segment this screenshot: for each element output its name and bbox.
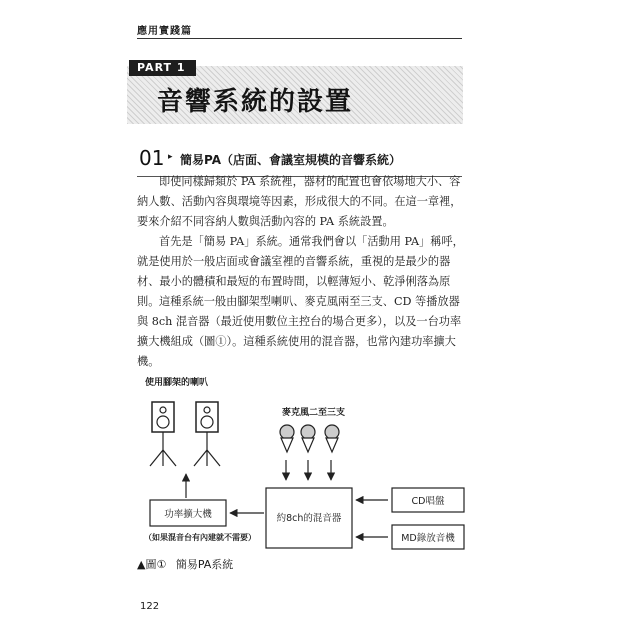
pa-system-diagram [130,370,470,550]
figure-marker: ▲圖① [137,558,167,571]
running-head: 應用實踐篇 [137,26,192,37]
part-title: 音響系統的設置 [157,87,354,117]
section-marker: ▸ [168,152,173,162]
header-rule [137,38,462,39]
page-number: 122 [140,601,160,612]
amp-label: 功率擴大機 [164,509,212,520]
speakers-label: 使用腳架的喇叭 [145,378,209,388]
paragraph-1: 即使同樣歸類於 PA 系統裡，器材的配置也會依場地大小、容納人數、活動內容與環境等因素，形成很大的不同。在這一章裡，要來介紹不同容納人數與活動內容的 PA 系統設置。 [137,175,462,228]
microphone-icon [301,425,315,452]
part-tag: PART 1 [129,60,196,76]
speaker-right-icon [194,402,220,466]
microphone-icons [280,425,339,452]
paragraph-3: 這種系統一般由腳架型喇叭、麥克風兩至三支、CD 等播放器與 8ch 混音器（最近使用數位主控台的場合更多），以及一台功率擴大機組成（圖①）。這種系統使用的混音器，也常內建功率擴大機。 [137,295,462,368]
mixer-label: 約8ch的混音器 [276,513,342,524]
speaker-left-icon [150,402,176,466]
mics-label: 麥克風二至三支 [282,408,346,418]
section-title: 簡易PA（店面、會議室規模的音響系統） [180,153,401,167]
paragraph-2: 首先是「簡易 PA」系統。通常我們會以「活動用 PA」稱呼，就是使用於一般店面或會議室裡的音響系統，重視的是最少的器材、最小的體積和最短的布置時間，以輕薄短小、乾淨俐落為原則。 [137,235,464,308]
microphone-icon [325,425,339,452]
section-number: 01 [139,146,165,170]
cd-label: CD唱盤 [411,496,445,507]
figure-caption-text: 簡易PA系統 [175,558,234,571]
figure-caption [137,556,233,572]
amp-note: （如果混音台有內建就不需要） [144,533,256,542]
md-label: MD錄放音機 [401,533,455,544]
microphone-icon [280,425,294,452]
